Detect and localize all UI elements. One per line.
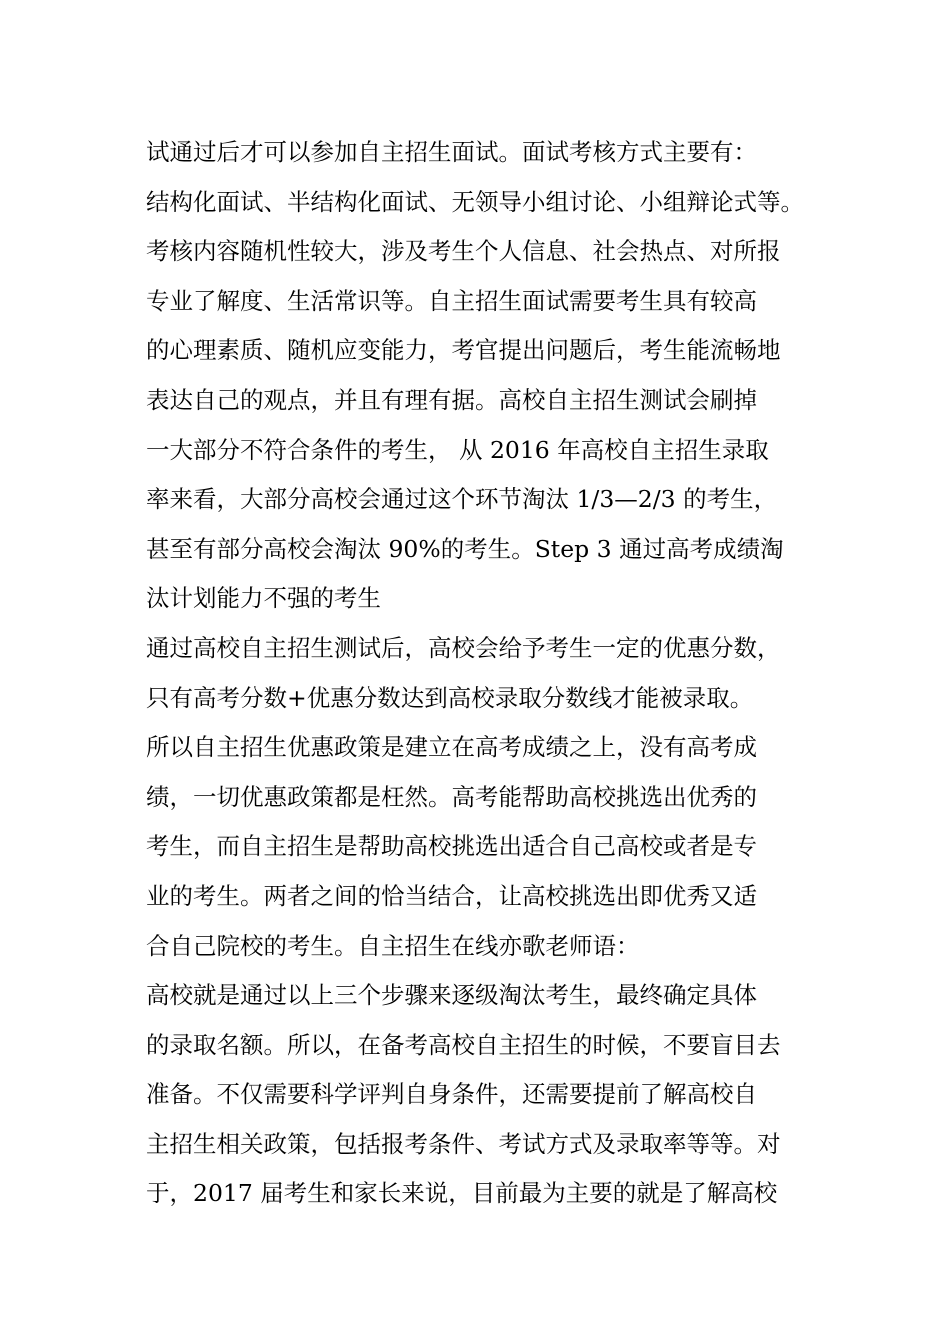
text-line: 所以自主招生优惠政策是建立在高考成绩之上，没有高考成: [146, 733, 757, 762]
text-line: 业的考生。两者之间的恰当结合，让高校挑选出即优秀又适: [146, 881, 757, 910]
text-line: 一大部分不符合条件的考生， 从 2016 年高校自主招生录取: [146, 435, 769, 464]
text-line: 合自己院校的考生。自主招生在线亦歌老师语：: [146, 931, 640, 960]
text-line: 主招生相关政策，包括报考条件、考试方式及录取率等等。对: [146, 1129, 781, 1158]
text-line: 甚至有部分高校会淘汰 90%的考生。Step 3 通过高考成绩淘: [146, 534, 784, 563]
text-line: 绩，一切优惠政策都是枉然。高考能帮助高校挑选出优秀的: [146, 782, 757, 811]
text-line: 考生，而自主招生是帮助高校挑选出适合自己高校或者是专: [146, 832, 757, 861]
text-line: 结构化面试、半结构化面试、无领导小组讨论、小组辩论式等。: [146, 187, 804, 216]
text-line: 高校就是通过以上三个步骤来逐级淘汰考生，最终确定具体: [146, 981, 757, 1010]
text-line: 专业了解度、生活常识等。自主招生面试需要考生具有较高: [146, 286, 757, 315]
text-line: 考核内容随机性较大，涉及考生个人信息、社会热点、对所报: [146, 237, 781, 266]
text-line: 的录取名额。所以，在备考高校自主招生的时候，不要盲目去: [146, 1030, 781, 1059]
text-line: 只有高考分数+优惠分数达到高校录取分数线才能被录取。: [146, 683, 754, 712]
text-line: 汰计划能力不强的考生: [146, 584, 381, 613]
text-line: 表达自己的观点，并且有理有据。高校自主招生测试会刷掉: [146, 385, 757, 414]
text-line: 通过高校自主招生测试后，高校会给予考生一定的优惠分数，: [146, 633, 781, 662]
text-line: 于，2017 届考生和家长来说，目前最为主要的就是了解高校: [146, 1179, 778, 1208]
text-line: 试通过后才可以参加自主招生面试。面试考核方式主要有：: [146, 138, 757, 166]
text-line: 的心理素质、随机应变能力，考官提出问题后，考生能流畅地: [146, 336, 781, 365]
text-line: 率来看，大部分高校会通过这个环节淘汰 1/3—2/3 的考生，: [146, 485, 778, 514]
text-line: 准备。不仅需要科学评判自身条件，还需要提前了解高校自: [146, 1080, 757, 1109]
body-text: [146, 128, 836, 1219]
